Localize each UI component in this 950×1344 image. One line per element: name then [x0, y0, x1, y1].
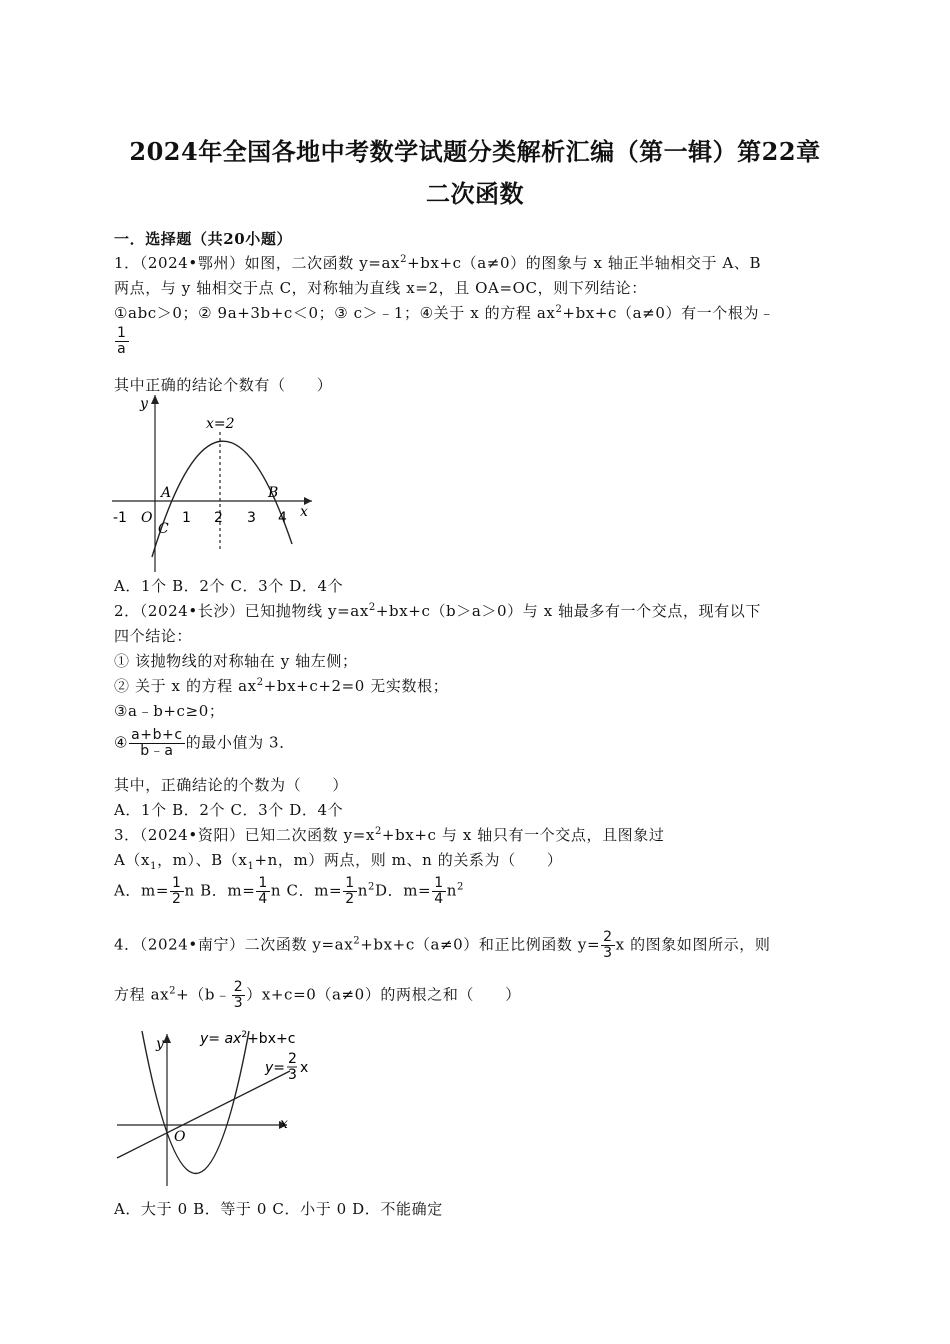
- q4-options: A．大于 0 B．等于 0 C．小于 0 D．不能确定: [114, 1200, 443, 1218]
- q2-line2: 四个结论：: [114, 627, 193, 645]
- tick-4: 4: [278, 510, 287, 526]
- q4-line2: 方程 $ax^2+(b﹣$ $\frac{2}{3}$ ）x+c=0（a≠0）的两根之和（ ）: [114, 979, 521, 1011]
- tick-2: 2: [214, 510, 223, 526]
- origin-label: O: [174, 1129, 186, 1145]
- parabola-label: $y= ax^2+bx+c$: [200, 1030, 296, 1047]
- y-axis-arrow-icon: [151, 395, 159, 404]
- q1-line1: 1．（2024•鄂州）如图，二次函数 $y=ax^2+bx+c(a\ne 0)$的图象与 x 轴正半轴相交于 A、B: [114, 254, 762, 272]
- line-label-var: x: [300, 1060, 309, 1076]
- q3-line2: $A(x_1$，m）、$B(x_1+n$，m）两点，则 m、n 的关系为（ ）: [114, 851, 563, 872]
- symmetry-label: x=2: [206, 416, 235, 432]
- q1-line2: 两点，与 y 轴相交于点 C，对称轴为直线 x=2，且 OA=OC，则下列结论：: [114, 279, 647, 297]
- q2-line1: 2．（2024•长沙）已知抛物线 $y=ax^2+bx+c(b>a>0)$与 x 轴最多有一个交点，现有以下: [114, 602, 761, 620]
- q2-line4: ② 关于 x 的方程 $ax^2+bx+c+2=0$ 无实数根；: [114, 677, 449, 695]
- line-label: y=: [265, 1060, 286, 1076]
- q1-fraction: $\frac{1}{a}$: [117, 325, 127, 357]
- q2-line7: 其中，正确结论的个数为（ ）: [114, 776, 349, 794]
- y-axis-arrow-icon: [163, 1034, 171, 1043]
- q2-line5: ③a﹣b+c≥0；: [114, 702, 225, 720]
- q2-line3: ① 该抛物线的对称轴在 y 轴左侧；: [114, 652, 358, 670]
- tick-neg1: -1: [113, 510, 127, 526]
- origin-label: O: [141, 510, 153, 526]
- line-label-numerator: 2: [288, 1051, 297, 1067]
- document-title-line2: 二次函数: [426, 179, 524, 208]
- q3-line1: 3．（2024•资阳）已知二次函数 $y=x^2+bx+c$ 与 x 轴只有一个交点，且图象过: [114, 826, 665, 844]
- line-label-denominator: 3: [288, 1067, 297, 1083]
- q1-options: A．1个 B．2个 C．3个 D．4个: [114, 577, 344, 595]
- parabola-curve: [142, 1031, 249, 1174]
- q1-line4: 其中正确的结论个数有（ ）: [114, 376, 333, 394]
- q1-line3: ①abc＞0；② 9a+3b+c＜0；③ c＞﹣1；④关于 x 的方程 $ax^2+bx+c(a\ne 0)$有一个根为﹣: [114, 304, 775, 322]
- q1-parabola-figure: [112, 392, 322, 577]
- q2-options: A．1个 B．2个 C．3个 D．4个: [114, 801, 344, 819]
- point-c-label: C: [158, 521, 169, 537]
- q4-function-figure: [112, 1026, 322, 1191]
- proportional-line: [117, 1071, 290, 1158]
- tick-1: 1: [182, 510, 191, 526]
- y-axis-label: y: [156, 1036, 164, 1052]
- point-b-label: B: [268, 485, 279, 501]
- x-axis-label: x: [300, 504, 308, 520]
- q4-line1: 4．（2024•南宁）二次函数 $y=ax^2+bx+c(a\ne 0)$和正比例函数 y= $\frac{2}{3}$ x 的图象如图所示，则: [114, 929, 771, 961]
- q2-line6: ④ $\frac{a+b+c}{b﹣a}$ 的最小值为 3．: [114, 727, 295, 759]
- tick-3: 3: [247, 510, 256, 526]
- y-axis-label: y: [140, 396, 148, 412]
- document-title-line1: 2024年全国各地中考数学试题分类解析汇编（第一辑）第22章: [129, 137, 821, 166]
- q3-options: A．m= $\frac{1}{2}$ n B．m= $\frac{1}{4}$ n C．m= $\frac{1}{2}$ $n^2D$．m= $\frac{1}{4}$ $n^2$: [114, 875, 464, 907]
- x-axis-label: x: [280, 1116, 288, 1132]
- section-heading: 一．选择题（共20小题）: [114, 230, 293, 248]
- point-a-label: A: [161, 485, 172, 501]
